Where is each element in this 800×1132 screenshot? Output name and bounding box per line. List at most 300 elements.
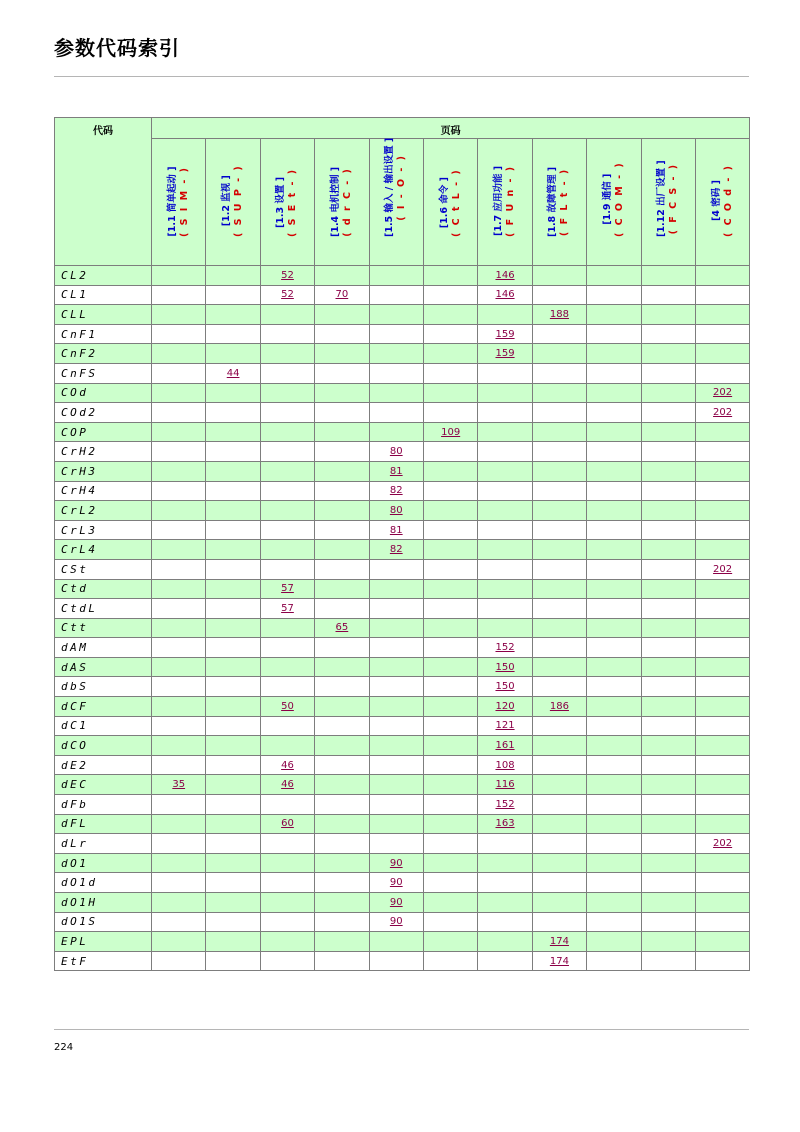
column-menu-name: [1.9 通信 ] (601, 173, 613, 225)
header-code: 代码 (55, 118, 152, 266)
page-cell (641, 873, 695, 893)
page-cell (369, 344, 423, 364)
page-cell (152, 442, 206, 462)
page-link[interactable]: 121 (495, 720, 515, 732)
page-cell (695, 951, 749, 971)
page-cell (532, 540, 586, 560)
page-cell (206, 285, 260, 305)
column-header (152, 139, 206, 266)
page-cell (206, 932, 260, 952)
page-cell (206, 697, 260, 717)
page-cell (587, 618, 641, 638)
page-cell (532, 520, 586, 540)
page-cell (423, 442, 477, 462)
column-menu-name: [1.4 电机控制 ] (329, 166, 341, 237)
page-cell (315, 579, 369, 599)
page-cell (369, 481, 423, 501)
page-link[interactable]: 186 (549, 700, 569, 712)
page-cell (152, 363, 206, 383)
page-link[interactable]: 159 (495, 348, 515, 360)
page-cell (369, 579, 423, 599)
page-cell (260, 403, 314, 423)
page-cell (478, 814, 532, 834)
page-cell (587, 677, 641, 697)
page-cell (532, 814, 586, 834)
page-cell (695, 344, 749, 364)
page-cell (423, 363, 477, 383)
page-cell (206, 344, 260, 364)
table-row (55, 893, 750, 913)
page-cell (206, 324, 260, 344)
parameter-code: dbS (55, 677, 152, 697)
column-header (206, 139, 260, 266)
column-menu-code: ( S E t - ) (287, 167, 299, 237)
page-cell (423, 266, 477, 286)
page-link[interactable]: 46 (281, 759, 294, 771)
parameter-code: CnFS (55, 363, 152, 383)
parameter-code: COd2 (55, 403, 152, 423)
parameter-code: dO1S (55, 912, 152, 932)
column-header (478, 139, 532, 266)
page-cell (315, 461, 369, 481)
page-link[interactable]: 70 (335, 289, 349, 301)
page-cell (423, 461, 477, 481)
page-cell (260, 305, 314, 325)
page-cell (260, 266, 314, 286)
page-cell (206, 912, 260, 932)
page-link[interactable]: 174 (549, 955, 569, 967)
page-cell (641, 461, 695, 481)
column-header (369, 139, 423, 266)
page-cell (695, 520, 749, 540)
page-cell (260, 795, 314, 815)
page-link[interactable]: 90 (389, 877, 403, 889)
column-menu-name: [1.1 简单起动 ] (166, 166, 178, 237)
page-cell (641, 540, 695, 560)
page-cell (641, 677, 695, 697)
parameter-code: Ctt (55, 618, 152, 638)
page-cell (260, 324, 314, 344)
page-cell (260, 520, 314, 540)
page-cell (315, 834, 369, 854)
page-link[interactable]: 50 (281, 700, 294, 712)
page-link[interactable]: 109 (441, 426, 461, 438)
page-cell (206, 775, 260, 795)
page-cell (478, 363, 532, 383)
page-link[interactable]: 65 (335, 622, 349, 634)
column-menu-name: [1.6 命令 ] (438, 177, 450, 229)
page-cell (260, 344, 314, 364)
page-cell (152, 285, 206, 305)
page-cell (532, 716, 586, 736)
page-cell (206, 266, 260, 286)
page-cell (695, 755, 749, 775)
page-cell (369, 422, 423, 442)
page-cell (532, 579, 586, 599)
page-link[interactable]: 81 (389, 465, 403, 477)
column-menu-code: ( d r C - ) (341, 167, 353, 237)
page-cell (315, 520, 369, 540)
page-cell (206, 618, 260, 638)
table-row (55, 657, 750, 677)
page-cell (641, 344, 695, 364)
page-link[interactable]: 202 (713, 838, 733, 850)
column-header (423, 139, 477, 266)
page-cell (641, 755, 695, 775)
page-cell (260, 755, 314, 775)
page-cell (423, 873, 477, 893)
parameter-code: dLr (55, 834, 152, 854)
page-cell (315, 716, 369, 736)
page-cell (369, 814, 423, 834)
page-cell (641, 657, 695, 677)
page-cell (478, 736, 532, 756)
page-cell (532, 383, 586, 403)
page-link[interactable]: 120 (495, 700, 515, 712)
page-cell (532, 344, 586, 364)
page-cell (152, 520, 206, 540)
page-link[interactable]: 82 (389, 485, 403, 497)
page-cell (587, 912, 641, 932)
page-link[interactable]: 202 (713, 406, 733, 418)
page-link[interactable]: 52 (281, 269, 294, 281)
table-row (55, 579, 750, 599)
page-cell (587, 501, 641, 521)
page-cell (369, 775, 423, 795)
page-cell (315, 285, 369, 305)
page-cell (478, 403, 532, 423)
page-cell (532, 403, 586, 423)
parameter-code: CrH4 (55, 481, 152, 501)
column-menu-name: [1.5 输入 / 输出设置 ] (384, 137, 396, 237)
page-cell (532, 893, 586, 913)
page-link[interactable]: 150 (495, 681, 515, 693)
page-cell (152, 324, 206, 344)
table-row (55, 324, 750, 344)
page-cell (206, 873, 260, 893)
page-cell (641, 363, 695, 383)
page-link[interactable]: 202 (713, 563, 733, 575)
title-divider (54, 76, 749, 77)
table-row (55, 697, 750, 717)
page-cell (587, 834, 641, 854)
page-cell (478, 540, 532, 560)
page-cell (206, 657, 260, 677)
parameter-code: CrH3 (55, 461, 152, 481)
page-link[interactable]: 60 (281, 818, 294, 830)
page-cell (587, 285, 641, 305)
page-link[interactable]: 81 (389, 524, 403, 536)
page-cell (152, 853, 206, 873)
page-cell (152, 501, 206, 521)
page-cell (152, 834, 206, 854)
page-cell (315, 540, 369, 560)
page-cell (260, 363, 314, 383)
parameter-code: CnF1 (55, 324, 152, 344)
page-cell (423, 893, 477, 913)
table-row (55, 403, 750, 423)
table-row (55, 285, 750, 305)
page-cell (695, 422, 749, 442)
table-row (55, 266, 750, 286)
page-cell (206, 579, 260, 599)
page-cell (478, 520, 532, 540)
page-link[interactable]: 57 (281, 602, 294, 614)
page-cell (641, 579, 695, 599)
page-cell (260, 618, 314, 638)
parameter-code: EPL (55, 932, 152, 952)
column-header (695, 139, 749, 266)
page-cell (641, 559, 695, 579)
page-cell (478, 618, 532, 638)
page-link[interactable]: 146 (495, 289, 515, 301)
page-cell (152, 638, 206, 658)
page-cell (260, 677, 314, 697)
page-cell (206, 736, 260, 756)
page-cell (478, 344, 532, 364)
page-link[interactable]: 161 (495, 740, 515, 752)
page-cell (641, 324, 695, 344)
page-cell (641, 795, 695, 815)
table-row (55, 716, 750, 736)
page-link[interactable]: 46 (281, 779, 294, 791)
page-cell (152, 422, 206, 442)
page-cell (152, 951, 206, 971)
column-header (587, 139, 641, 266)
page-cell (532, 932, 586, 952)
page-cell (423, 657, 477, 677)
table-row (55, 599, 750, 619)
page-cell (695, 618, 749, 638)
page-cell (695, 285, 749, 305)
page-cell (641, 893, 695, 913)
parameter-code: CnF2 (55, 344, 152, 364)
page-cell (641, 305, 695, 325)
page-cell (369, 834, 423, 854)
column-menu-name: [1.3 设置 ] (275, 176, 287, 229)
page-cell (315, 344, 369, 364)
parameter-code: CrL2 (55, 501, 152, 521)
page-cell (587, 363, 641, 383)
page-cell (152, 599, 206, 619)
page-cell (315, 266, 369, 286)
page-cell (369, 755, 423, 775)
page-cell (532, 912, 586, 932)
parameter-code: CrL4 (55, 540, 152, 560)
page-link[interactable]: 90 (389, 916, 403, 928)
page-cell (532, 736, 586, 756)
column-menu-code: ( C O M - ) (613, 161, 625, 237)
page-link[interactable]: 82 (389, 544, 403, 556)
page-cell (478, 305, 532, 325)
column-menu-code: ( S I M - ) (178, 166, 190, 237)
parameter-code: CrH2 (55, 442, 152, 462)
page-link[interactable]: 90 (389, 857, 403, 869)
page-link[interactable]: 202 (713, 387, 733, 399)
table-row (55, 363, 750, 383)
page-cell (152, 775, 206, 795)
page-cell (587, 697, 641, 717)
page-cell (315, 638, 369, 658)
page-cell (260, 461, 314, 481)
page-cell (260, 834, 314, 854)
page-link[interactable]: 152 (495, 798, 515, 810)
page-link[interactable]: 80 (389, 504, 403, 516)
table-row (55, 344, 750, 364)
page-cell (369, 501, 423, 521)
page-cell (206, 520, 260, 540)
page-link[interactable]: 52 (281, 289, 294, 301)
table-row (55, 873, 750, 893)
table-row (55, 540, 750, 560)
page-link[interactable]: 159 (495, 328, 515, 340)
page-cell (587, 540, 641, 560)
page-cell (423, 422, 477, 442)
page-cell (695, 834, 749, 854)
page-cell (532, 853, 586, 873)
table-row (55, 795, 750, 815)
footer-divider (54, 1029, 749, 1030)
table-row (55, 481, 750, 501)
table-row (55, 932, 750, 952)
page-cell (695, 540, 749, 560)
page-cell (587, 305, 641, 325)
page-cell (315, 873, 369, 893)
column-menu-code: ( C O d - ) (722, 163, 734, 237)
page-cell (152, 579, 206, 599)
column-header (641, 139, 695, 266)
page-cell (641, 638, 695, 658)
page-cell (587, 579, 641, 599)
column-menu-code: ( F U n - ) (505, 164, 517, 237)
page-cell (478, 383, 532, 403)
page-cell (587, 795, 641, 815)
column-menu-name: [4 密码 ] (710, 180, 722, 221)
page-cell (695, 403, 749, 423)
page-cell (532, 755, 586, 775)
parameter-code: CL1 (55, 285, 152, 305)
page-link[interactable]: 80 (389, 446, 403, 458)
page-cell (695, 305, 749, 325)
page-cell (260, 775, 314, 795)
page-link[interactable]: 163 (495, 818, 515, 830)
page-cell (369, 893, 423, 913)
page-cell (260, 697, 314, 717)
page-cell (695, 638, 749, 658)
page-cell (587, 266, 641, 286)
page-link[interactable]: 150 (495, 661, 515, 673)
page-cell (423, 834, 477, 854)
table-row (55, 951, 750, 971)
page-link[interactable]: 108 (495, 759, 515, 771)
page-link[interactable]: 90 (389, 896, 403, 908)
column-menu-code: ( C t L - ) (450, 168, 462, 237)
parameter-code: EtF (55, 951, 152, 971)
page-cell (152, 305, 206, 325)
page-cell (532, 795, 586, 815)
page-cell (260, 814, 314, 834)
column-menu-name: [1.7 应用功能 ] (493, 165, 505, 236)
page-cell (695, 873, 749, 893)
page-cell (532, 657, 586, 677)
page-cell (206, 755, 260, 775)
page-cell (369, 461, 423, 481)
page-cell (152, 912, 206, 932)
page-link[interactable]: 44 (226, 367, 240, 379)
page-cell (315, 363, 369, 383)
page-cell (260, 442, 314, 462)
page-link[interactable]: 174 (549, 935, 569, 947)
page-cell (206, 422, 260, 442)
page-cell (641, 520, 695, 540)
table-row (55, 305, 750, 325)
page-cell (152, 618, 206, 638)
parameter-code: CSt (55, 559, 152, 579)
parameter-code: COd (55, 383, 152, 403)
page-cell (478, 853, 532, 873)
page-cell (695, 775, 749, 795)
parameter-code: dCF (55, 697, 152, 717)
parameter-code: CLL (55, 305, 152, 325)
page-link[interactable]: 188 (549, 308, 569, 320)
page-cell (206, 638, 260, 658)
page-cell (206, 834, 260, 854)
page-link[interactable]: 116 (495, 779, 515, 791)
page-cell (695, 736, 749, 756)
page-cell (206, 893, 260, 913)
header-pages: 页码 (152, 118, 750, 139)
page-cell (532, 951, 586, 971)
page-cell (423, 618, 477, 638)
page-cell (532, 618, 586, 638)
page-cell (369, 736, 423, 756)
page-link[interactable]: 152 (495, 642, 515, 654)
page-cell (423, 775, 477, 795)
page-link[interactable]: 57 (281, 583, 294, 595)
page-cell (478, 893, 532, 913)
page-cell (695, 324, 749, 344)
page-cell (641, 951, 695, 971)
page-cell (315, 893, 369, 913)
page-cell (152, 697, 206, 717)
page-cell (206, 951, 260, 971)
page-cell (369, 324, 423, 344)
column-menu-name: [1.8 故障管理 ] (547, 166, 559, 237)
page-cell (478, 422, 532, 442)
column-menu-name: [1.12 出厂设置 ] (656, 160, 668, 237)
parameter-code: dE2 (55, 755, 152, 775)
page-cell (260, 912, 314, 932)
page-cell (260, 540, 314, 560)
page-link[interactable]: 146 (495, 269, 515, 281)
page-cell (478, 285, 532, 305)
table-row (55, 520, 750, 540)
parameter-code: dFb (55, 795, 152, 815)
page-cell (532, 324, 586, 344)
page-cell (206, 559, 260, 579)
parameter-index-table (54, 117, 750, 971)
page-cell (260, 422, 314, 442)
page-cell (315, 932, 369, 952)
page-cell (206, 716, 260, 736)
page-cell (695, 559, 749, 579)
page-cell (315, 657, 369, 677)
page-cell (532, 305, 586, 325)
page-cell (315, 481, 369, 501)
page-cell (641, 775, 695, 795)
page-link[interactable]: 35 (172, 779, 186, 791)
page-cell (587, 932, 641, 952)
